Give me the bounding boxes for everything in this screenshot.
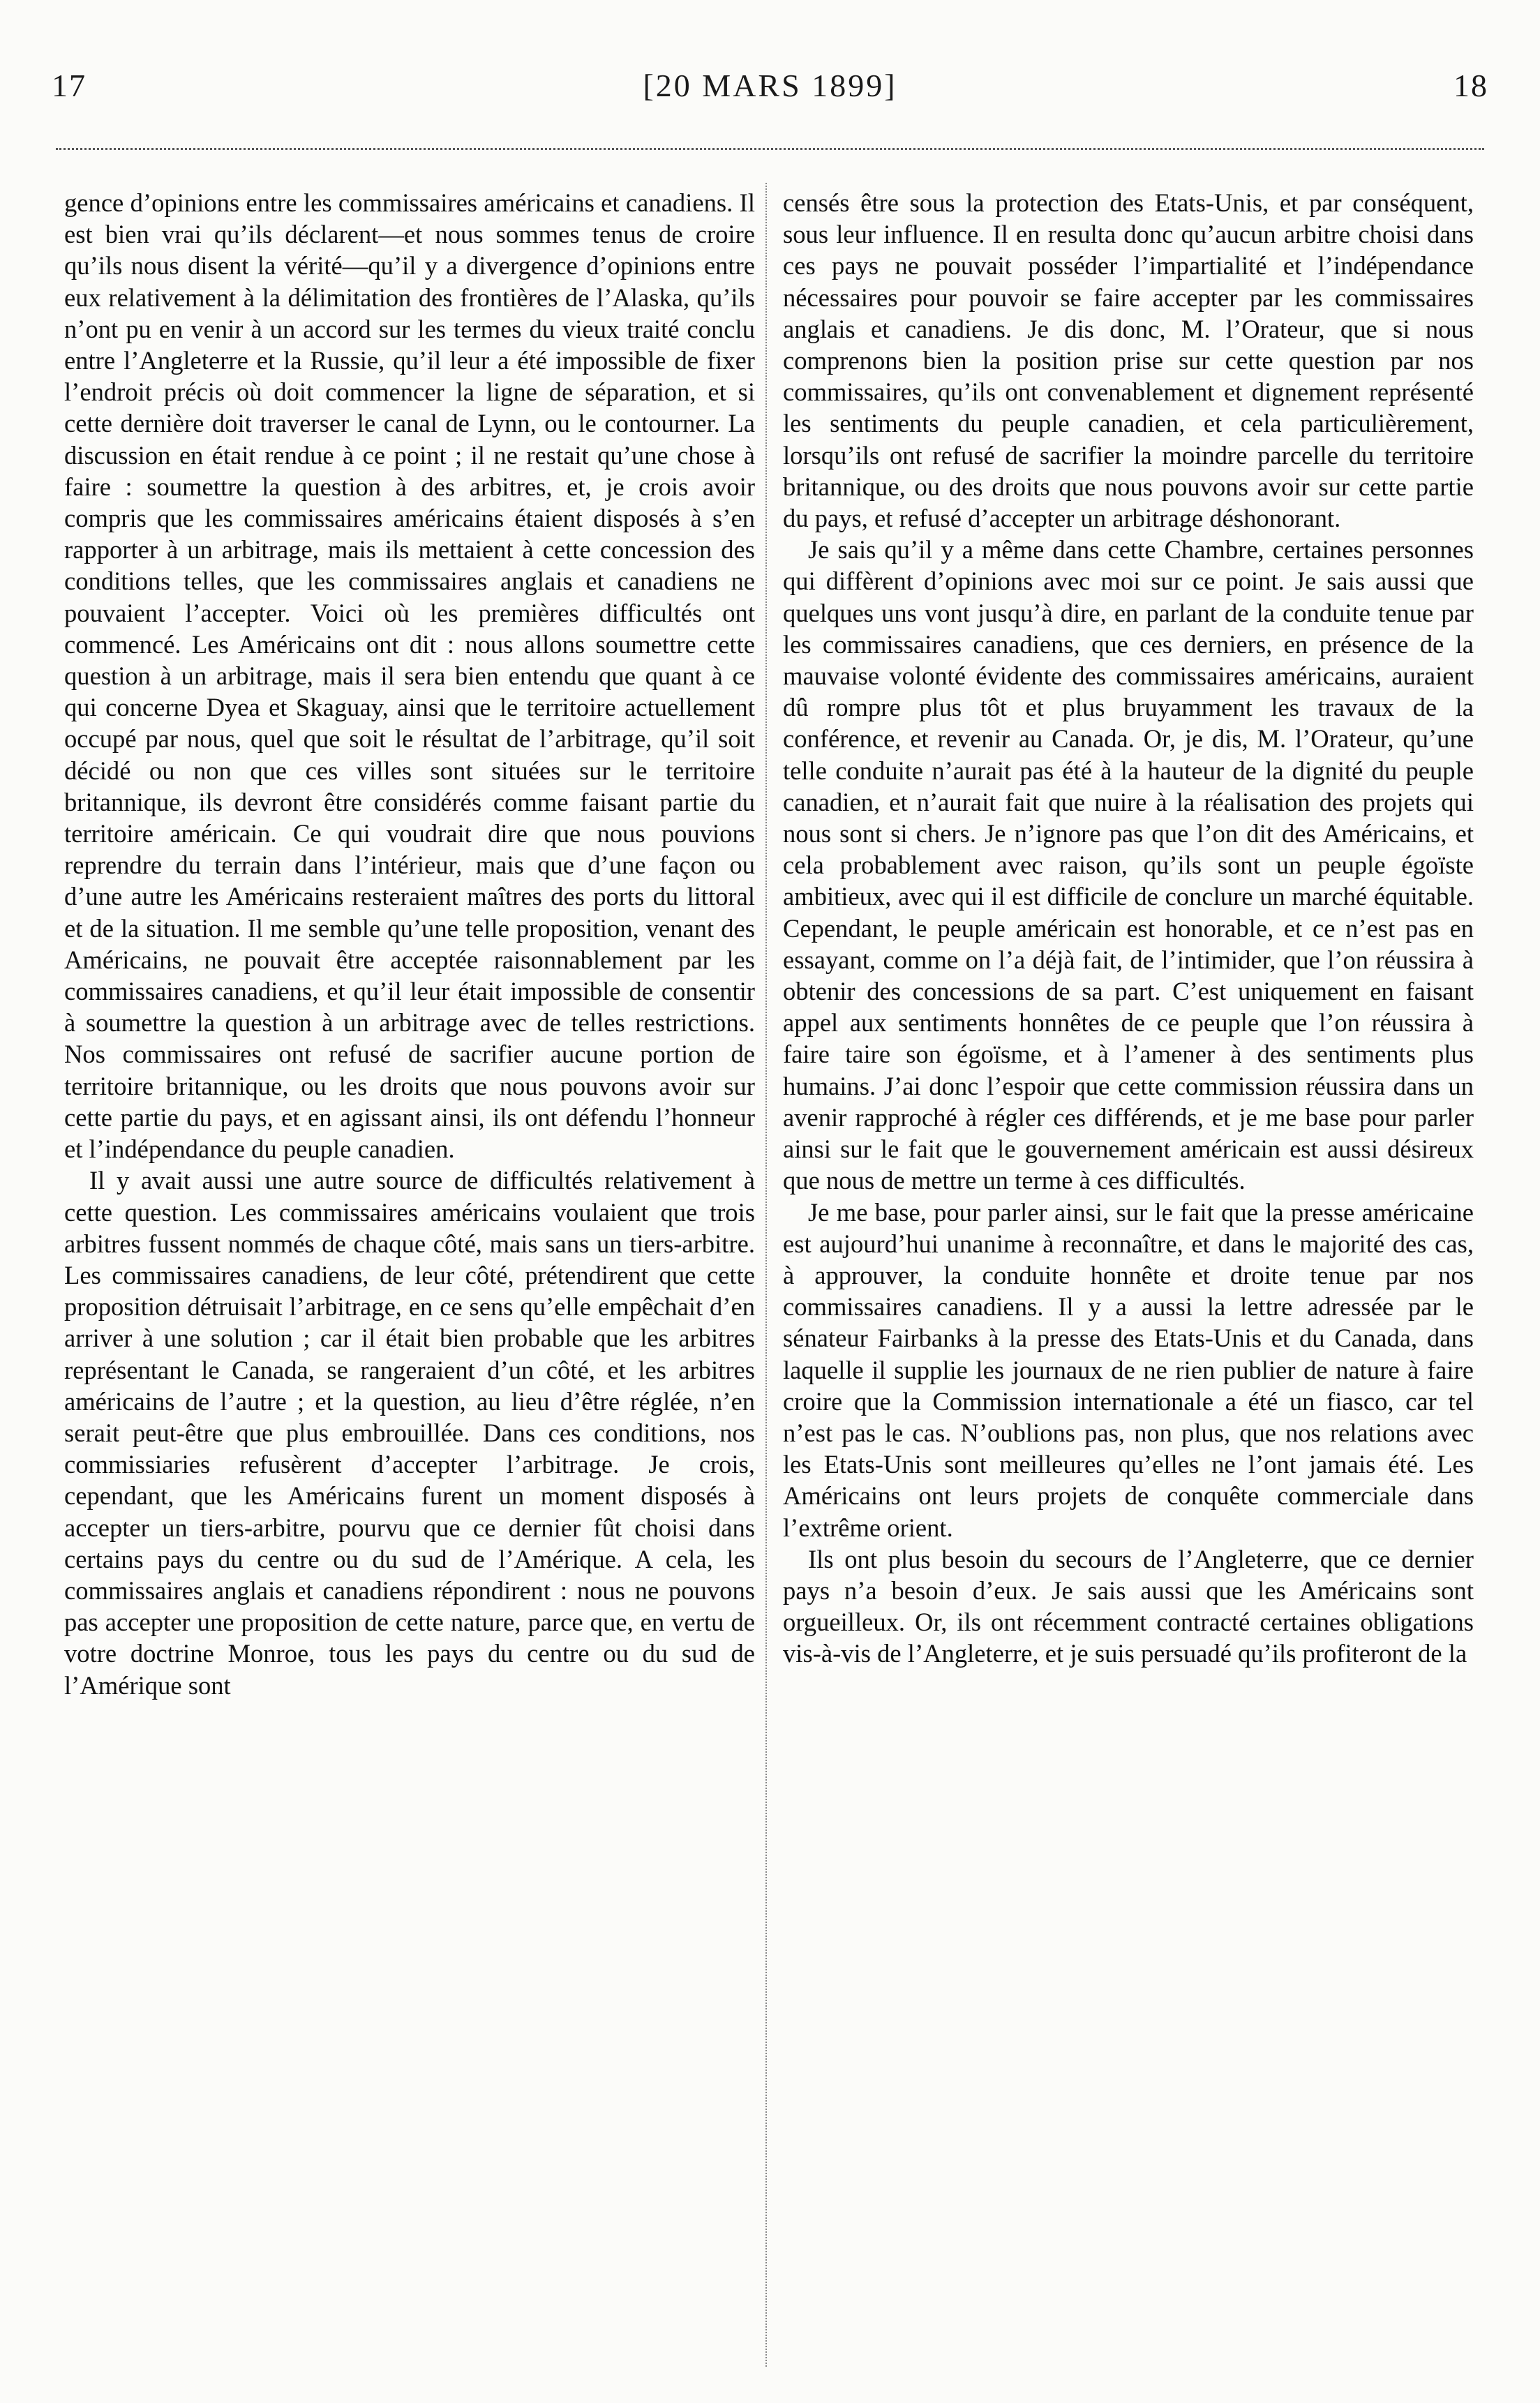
page-number-right: 18 [1453,68,1488,103]
paragraph: Il y avait aussi une autre source de difficultés relativement à cette question. Les commissaires américains voulaient que trois arbitres fussent nommés de chaque côté, mais sans un tiers-arbitre. Les commissaires canadiens, de leur côté, prétendirent que cette proposition détruisait l’arbitrage, en ce sens qu’elle empêchait d’en arriver à une solution ; car il était bien probable que les arbitres représentant le Canada, se rangeraient d’un côté, et les arbitres américains de l’autre ; et la question, au lieu d’être réglée, n’en serait peut-être que plus embrouillée. Dans ces conditions, nos commissiaries refusèrent d’accepter l’arbitrage. Je crois, cependant, que les Américains furent un moment disposés à accepter un tiers-arbitre, pourvu que ce dernier fût choisi dans certains pays du centre ou du sud de l’Amérique. A cela, les commissaires anglais et canadiens répondirent : nous ne pouvons pas accepter une proposition de cette nature, parce que, en vertu de votre doctrine Monroe, tous les pays du centre ou du sud de l’Amérique sont [64,1166,755,1700]
paragraph: Je me base, pour parler ainsi, sur le fait que la presse américaine est aujourd’hui unanime à reconnaître, et dans le majorité des cas, à approuver, la conduite honnête et droite tenue par nos commissaires canadiens. Il y a aussi la lettre adressée par le sénateur Fairbanks à la presse des Etats-Unis et du Canada, dans laquelle il supplie les journaux de ne rien publier de nature à faire croire que la Commission internationale a été un fiasco, car tel n’est pas le cas. N’oublions pas, non plus, que nos relations avec les Etats-Unis sont meilleures qu’elles ne l’ont jamais été. Les Américains ont leurs projets de conquête commerciale dans l’extrême orient. [783,1197,1474,1542]
paragraph: censés être sous la protection des Etats-Unis, et par conséquent, sous leur influence. Il en resulta donc qu’aucun arbitre choisi dans ces pays ne pouvait posséder l’impartialité et l’indépendance nécessaires pour pouvoir se faire accepter par les commissaires anglais et canadiens. Je dis donc, M. l’Orateur, que si nous comprenons bien la position prise sur cette question par nos commissaires, qu’ils ont convenablement et dignement représenté les sentiments du peuple canadien, et cela particulièrement, lorsqu’ils ont refusé de sacrifier la moindre parcelle du territoire britannique, ou des droits que nous pouvons avoir sur cette partie du pays, et refusé d’accepter un arbitrage déshonorant. [783,188,1474,533]
paragraph: Ils ont plus besoin du secours de l’Angleterre, que ce dernier pays n’a besoin d’eux. Je sais aussi que les Américains sont orgueilleux. Or, ils ont récemment contracté certaines obligations vis-à-vis de l’Angleterre, et je suis persuadé qu’ils profiteront de la [783,1544,1474,1668]
text-column-right [783,187,1474,1670]
page-date-header: [20 MARS 1899] [643,68,897,103]
text-column-left [64,187,755,1701]
paragraph: gence d’opinions entre les commissaires américains et canadiens. Il est bien vrai qu’ils déclarent—et nous sommes tenus de croire qu’ils nous disent la vérité—qu’il y a divergence d’opinions entre eux relativement à la délimitation des frontières de l’Alaska, qu’ils n’ont pu en venir à un accord sur les termes du vieux traité conclu entre l’Angleterre et la Russie, qu’il leur a été impossible de fixer l’endroit précis où doit commencer la ligne de séparation, et si cette dernière doit traverser le canal de Lynn, ou le contourner. La discussion en était rendue à ce point ; il ne restait qu’une chose à faire : soumettre la question à des arbitres, et, je crois avoir compris que les commissaires américains étaient disposés à s’en rapporter à un arbitrage, mais ils mettaient à cette concession des conditions telles, que les commissaires anglais et canadiens ne pouvaient l’accepter. Voici où les premières difficultés ont commencé. Les Américains ont dit : nous allons soumettre cette question à un arbitrage, mais il sera bien entendu que quant à ce qui concerne Dyea et Skaguay, ainsi que le territoire actuellement occupé par nous, quel que soit le résultat de l’arbitrage, qu’il soit décidé ou non que ces villes sont situées sur le territoire britannique, ils devront être considérés comme faisant partie du territoire américain. Ce qui voudrait dire que nous pouvions reprendre du terrain dans l’intérieur, mais que d’une façon ou d’une autre les Américains resteraient maîtres des ports du littoral et de la situation. Il me semble qu’une telle proposition, venant des Américains, ne pouvait être acceptée raisonnablement par les commissaires canadiens, et qu’il leur était impossible de consentir à soumettre la question à un arbitrage avec de telles restrictions. Nos commissaires ont refusé de sacrifier aucune portion de territoire britannique, ou les droits que nous pouvons avoir sur cette partie du pays, et en agissant ainsi, ils ont défendu l’honneur et l’indépendance du peuple canadien. [64,188,755,1164]
column-divider [765,183,767,2367]
paragraph: Je sais qu’il y a même dans cette Chambre, certaines personnes qui diffèrent d’opinions avec moi sur ce point. Je sais aussi que quelques uns vont jusqu’à dire, en parlant de la conduite tenue par les commissaires canadiens, que ces derniers, en présence de la mauvaise volonté évidente des commissaires américains, auraient dû rompre plus tôt et plus bruyamment les travaux de la conférence, et revenir au Canada. Or, je dis, M. l’Orateur, qu’une telle conduite n’aurait pas été à la hauteur de la dignité du peuple canadien, et n’aurait fait que nuire à la réalisation des projets qui nous sont si chers. Je n’ignore pas que l’on dit des Américains, et cela probablement avec raison, qu’ils sont un peuple égoïste ambitieux, avec qui il est difficile de conclure un marché équitable. Cependant, le peuple américain est honorable, et ce n’est pas en essayant, comme on l’a déjà fait, de l’intimider, que l’on réussira à obtenir des concessions de sa part. C’est uniquement en faisant appel aux sentiments honnêtes de ce peuple que l’on réussira à faire taire son égoïsme, et à l’amener à des sentiments plus humains. J’ai donc l’espoir que cette commission réussira dans un avenir rapproché à régler ces différends, et je me base pour parler ainsi sur le fait que le gouvernement américain est aussi désireux que nous de mettre un terme à ces difficultés. [783,535,1474,1195]
page-number-left: 17 [52,68,87,103]
header-rule [56,148,1484,150]
